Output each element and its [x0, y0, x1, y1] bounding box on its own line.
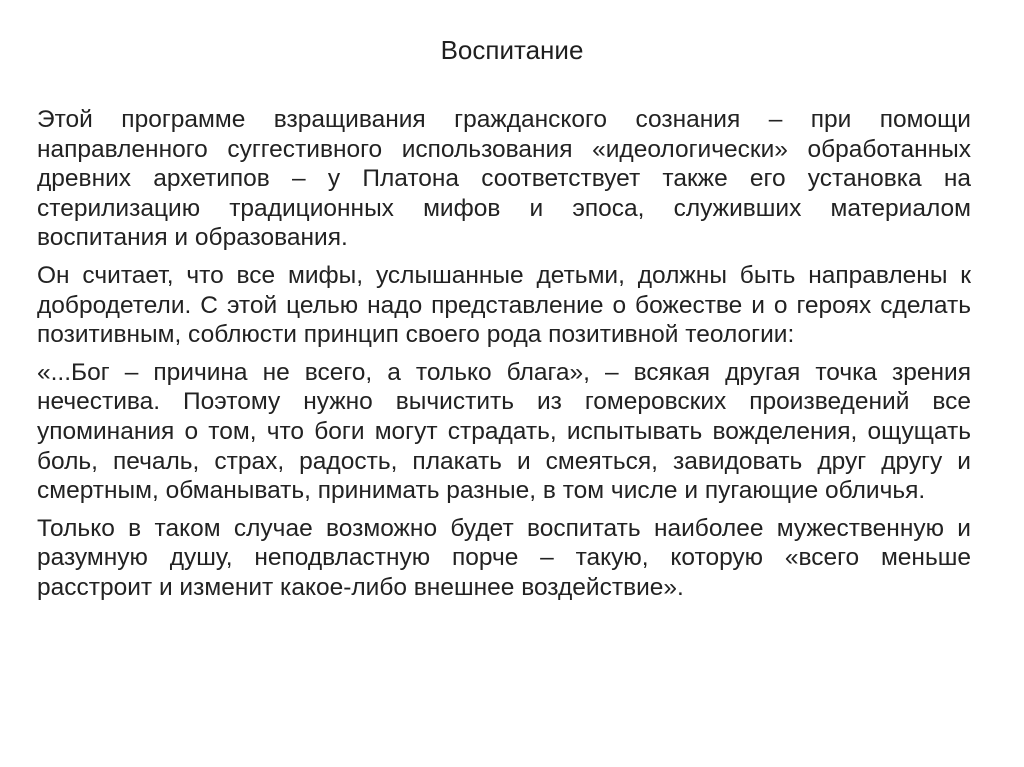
slide-body — [37, 105, 971, 611]
paragraph-1: Этой программе взращивания гражданского сознания – при помощи направленного суггестивного использования «идеологически» обработанных древних архетипов – у Платона соответствует также его установка на стерилизацию традиционных мифов и эпоса, служивших материалом воспитания и образования. — [37, 106, 971, 252]
slide-title: Воспитание — [440, 35, 584, 65]
paragraph-2: Он считает, что все мифы, услышанные детьми, должны быть направлены к добродетели. С этой целью надо представление о божестве и о героях сделать позитивным, соблюсти принцип своего рода позитивной теологии: — [37, 261, 971, 349]
paragraph-3: «...Бог – причина не всего, а только блага», – всякая другая точка зрения нечестива. Поэтому нужно вычистить из гомеровских произведений все упоминания о том, что боги могут страдать, испытывать вожделения, ощущать боль, печаль, страх, радость, плакать и смеяться, завидовать друг другу и смертным, обманывать, принимать разные, в том числе и пугающие обличья. — [37, 358, 971, 505]
paragraph-4: Только в таком случае возможно будет воспитать наиболее мужественную и разумную душу, неподвластную порче – такую, которую «всего меньше расстроит и изменит какое-либо внешнее воздействие». — [37, 514, 971, 601]
